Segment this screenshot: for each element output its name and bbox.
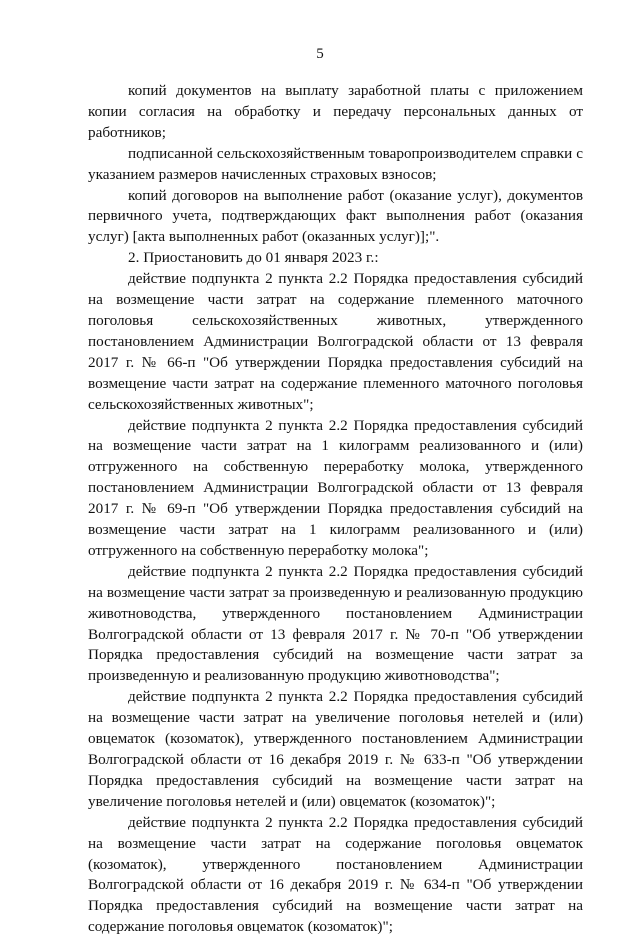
paragraph-insurance-certificate: подписанной сельскохозяйственным товаропроизводителем справки с указанием размеров начисленных страховых взносов; [88,144,583,183]
paragraph-payroll-documents: копий документов на выплату заработной платы с приложением копии согласия на обработку и передачу персональных данных от работников; [88,82,583,141]
paragraph-suspend-66p: действие подпункта 2 пункта 2.2 Порядка предоставления субсидий на возмещение части затрат на содержание племенного маточного поголовья сельскохозяйственных животных, утвержденного постановлением Администрации Волгоградской области от 13 февраля 2017 г. № 66-п "Об утверждении Порядка предоставления субсидий на возмещение части затрат на содержание племенного маточного поголовья сельскохозяйственных животных"; [88,270,583,413]
paragraph-suspend-633p: действие подпункта 2 пункта 2.2 Порядка предоставления субсидий на возмещение части затрат на увеличение поголовья нетелей и (или) овцематок (козоматок), утвержденного постановлением Администрации Волгоградской области от 16 декабря 2019 г. № 633-п "Об утверждении Порядка предоставления субсидий на возмещение части затрат на увеличение поголовья нетелей и (или) овцематок (козоматок)"; [88,688,583,810]
page-number: 5 [316,46,324,62]
paragraph-suspend-634p: действие подпункта 2 пункта 2.2 Порядка предоставления субсидий на возмещение части затрат на содержание поголовья овцематок (козоматок), утвержденного постановлением Администрации Волгоградской области от 16 декабря 2019 г. № 634-п "Об утверждении Порядка предоставления субсидий на возмещение части затрат на содержание поголовья овцематок (козоматок)"; [88,813,583,936]
paragraph-suspend-69p: действие подпункта 2 пункта 2.2 Порядка предоставления субсидий на возмещение части затрат на 1 килограмм реализованного и (или) отгруженного на собственную переработку молока, утвержденного постановлением Администрации Волгоградской области от 13 февраля 2017 г. № 69-п "Об утверждении Порядка предоставления субсидий на возмещение части затрат на 1 килограмм реализованного и (или) отгруженного на собственную переработку молока"; [88,416,583,559]
paragraph-work-contracts: копий договоров на выполнение работ (оказание услуг), документов первичного учета, подтверждающих факт выполнения работ (оказания услуг) [акта выполненных работ (оказанных услуг)];". [88,186,583,246]
paragraph-suspend-70p: действие подпункта 2 пункта 2.2 Порядка предоставления субсидий на возмещение части затрат за произведенную и реализованную продукцию животноводства, утвержденного постановлением Администрации Волгоградской области от 13 февраля 2017 г. № 70-п "Об утверждении Порядка предоставления субсидий на возмещение части затрат за произведенную и реализованную продукцию животноводства"; [88,562,583,685]
document-body [88,81,583,938]
paragraph-suspend-heading: 2. Приостановить до 01 января 2023 г.: [128,249,379,267]
